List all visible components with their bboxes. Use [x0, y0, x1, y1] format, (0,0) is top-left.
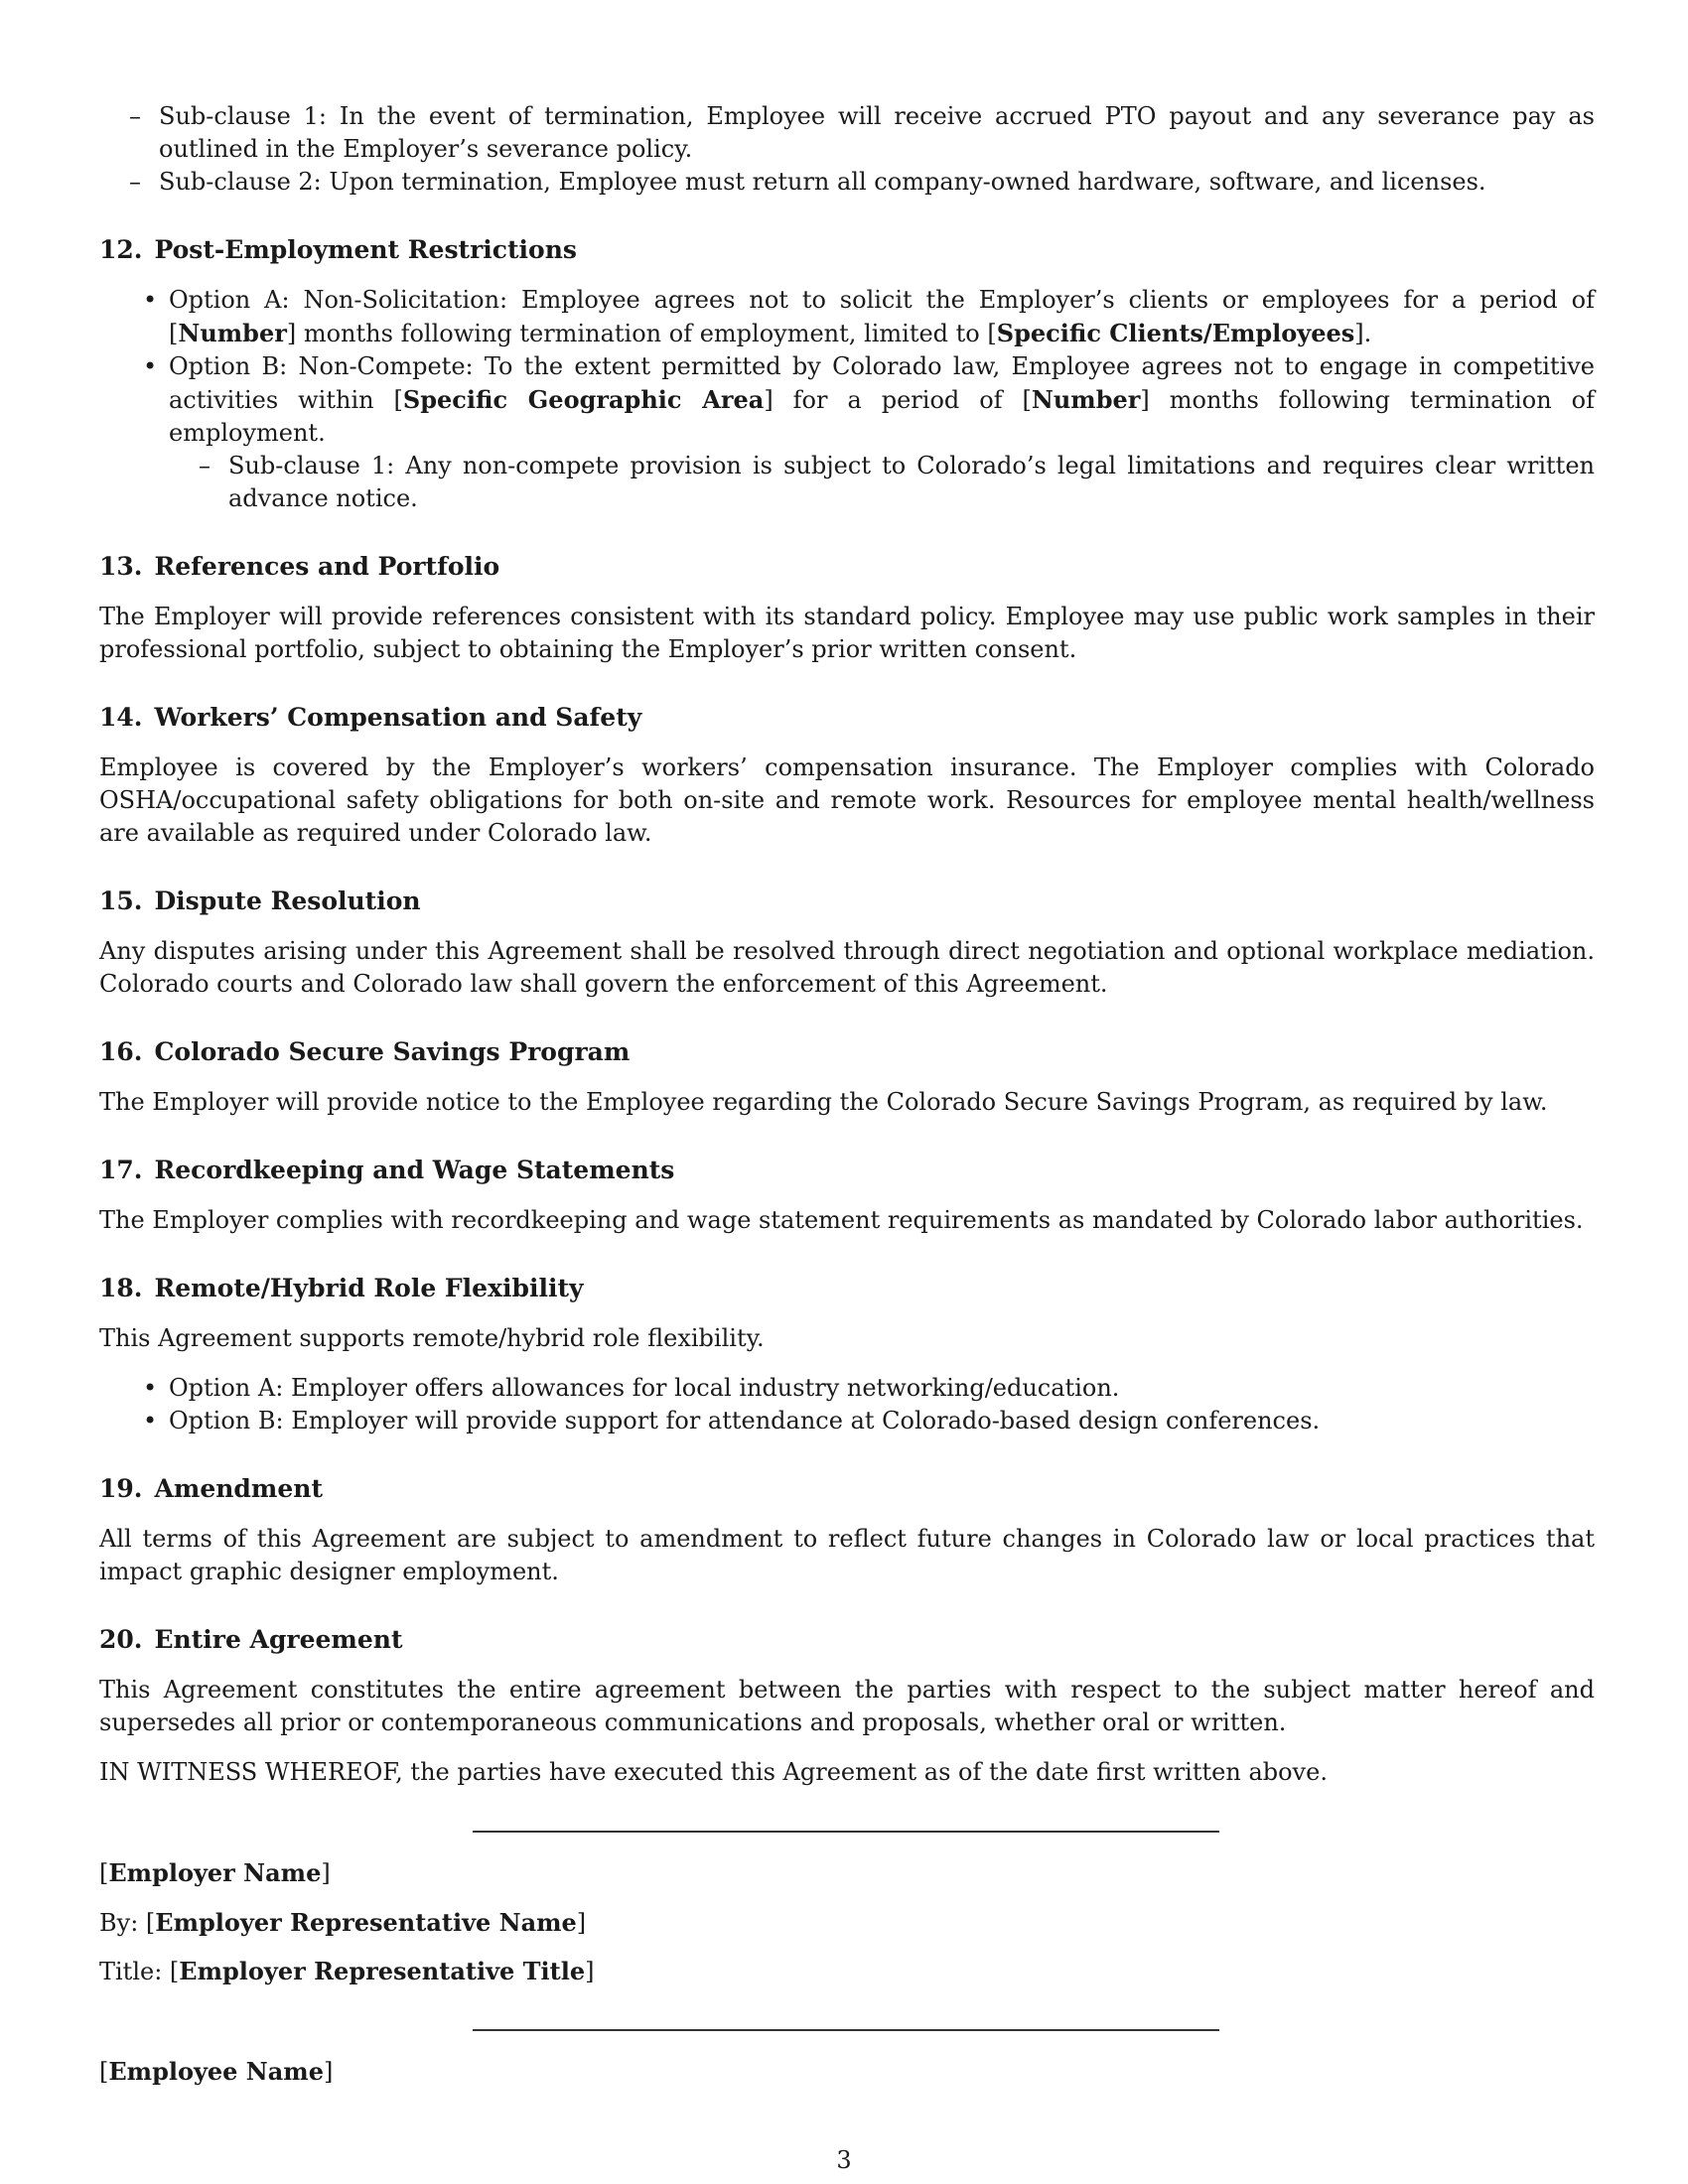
section-heading: 16. Colorado Secure Savings Program [99, 1037, 631, 1066]
employer-name: [Employer Name] [99, 1858, 331, 1887]
section-text: This Agreement constitutes the entire agreement between the parties with respect to the subject matter hereof and supersedes all prior or contemporaneous communications and proposals, whether oral or written. [99, 1676, 1595, 1736]
page-number: 3 [836, 2146, 852, 2174]
section-text: This Agreement supports remote/hybrid role flexibility. [99, 1324, 765, 1352]
employer-representative: By: [Employer Representative Name] [99, 1908, 587, 1937]
list-item: • Option B: Non-Compete: To the extent permitted by Colorado law, Employee agrees not to engage in competitive activities within [Specific Geographic Area] for a period of [Number] months following termination of employment. – Sub-clause 1: Any non-compete provision is subject to Colorado’s legal limitations and requires clear written advance notice. [169, 350, 1595, 515]
restriction-options [99, 284, 1595, 515]
section-15 [99, 885, 1595, 1001]
section-heading: 17. Recordkeeping and Wage Statements [99, 1156, 675, 1184]
section-text: The Employer will provide notice to the Employee regarding the Colorado Secure Savings Program, as required by law. [99, 1088, 1548, 1116]
termination-subclauses [99, 100, 1595, 199]
section-20 [99, 1623, 1595, 1789]
noncompete-subclauses [169, 450, 1595, 515]
section-16 [99, 1035, 1595, 1119]
list-item: • Option A: Employer offers allowances for local industry networking/education. [169, 1372, 1595, 1405]
section-14 [99, 701, 1595, 850]
section-text: Employee is covered by the Employer’s workers’ compensation insurance. The Employer complies with Colorado OSHA/occupational safety obligations for both on-site and remote work. Resources for employee mental health/wellness are available as required under Colorado law. [99, 753, 1595, 847]
section-text: Any disputes arising under this Agreement shall be resolved through direct negotiation and optional workplace mediation. Colorado courts and Colorado law shall govern the enforcement of this Agreement. [99, 937, 1595, 998]
section-text: The Employer complies with recordkeeping and wage statement requirements as mandated by Colorado labor authorities. [99, 1206, 1584, 1234]
list-item: • Option B: Employer will provide support for attendance at Colorado-based design conferences. [169, 1405, 1595, 1437]
employer-signature-line [473, 1831, 1219, 1833]
employer-representative-title: Title: [Employer Representative Title] [99, 1957, 595, 1985]
section-heading: 19. Amendment [99, 1474, 323, 1503]
list-item: • Option A: Non-Solicitation: Employee agrees not to solicit the Employer’s clients or employees for a period of [Number] months following termination of employment, limited to [Specific Clients/Employees]. [169, 284, 1595, 350]
employee-name: [Employee Name] [99, 2057, 334, 2086]
flexibility-options [99, 1372, 1595, 1437]
section-heading: 12. Post-Employment Restrictions [99, 235, 577, 264]
section-heading: 20. Entire Agreement [99, 1625, 403, 1654]
list-item: – Sub-clause 1: Any non-compete provision is subject to Colorado’s legal limitations and requires clear written advance notice. [228, 450, 1595, 515]
employee-signature-line [473, 2029, 1219, 2031]
section-17 [99, 1154, 1595, 1237]
section-heading: 14. Workers’ Compensation and Safety [99, 703, 642, 732]
section-12 [99, 233, 1595, 515]
list-item: – Sub-clause 2: Upon termination, Employee must return all company-owned hardware, software, and licenses. [159, 166, 1595, 199]
list-item: – Sub-clause 1: In the event of termination, Employee will receive accrued PTO payout and any severance pay as outlined in the Employer’s severance policy. [159, 100, 1595, 166]
section-text: All terms of this Agreement are subject to amendment to reflect future changes in Colorado law or local practices that impact graphic designer employment. [99, 1525, 1595, 1585]
section-19 [99, 1472, 1595, 1588]
witness-clause: IN WITNESS WHEREOF, the parties have executed this Agreement as of the date first written above. [99, 1758, 1328, 1786]
section-13 [99, 550, 1595, 666]
document-body [99, 100, 1595, 1789]
section-heading: 18. Remote/Hybrid Role Flexibility [99, 1274, 584, 1302]
section-text: The Employer will provide references consistent with its standard policy. Employee may use public work samples in their professional portfolio, subject to obtaining the Employer’s prior written consent. [99, 603, 1595, 663]
section-heading: 15. Dispute Resolution [99, 887, 421, 915]
section-heading: 13. References and Portfolio [99, 552, 500, 581]
section-18 [99, 1272, 1595, 1437]
